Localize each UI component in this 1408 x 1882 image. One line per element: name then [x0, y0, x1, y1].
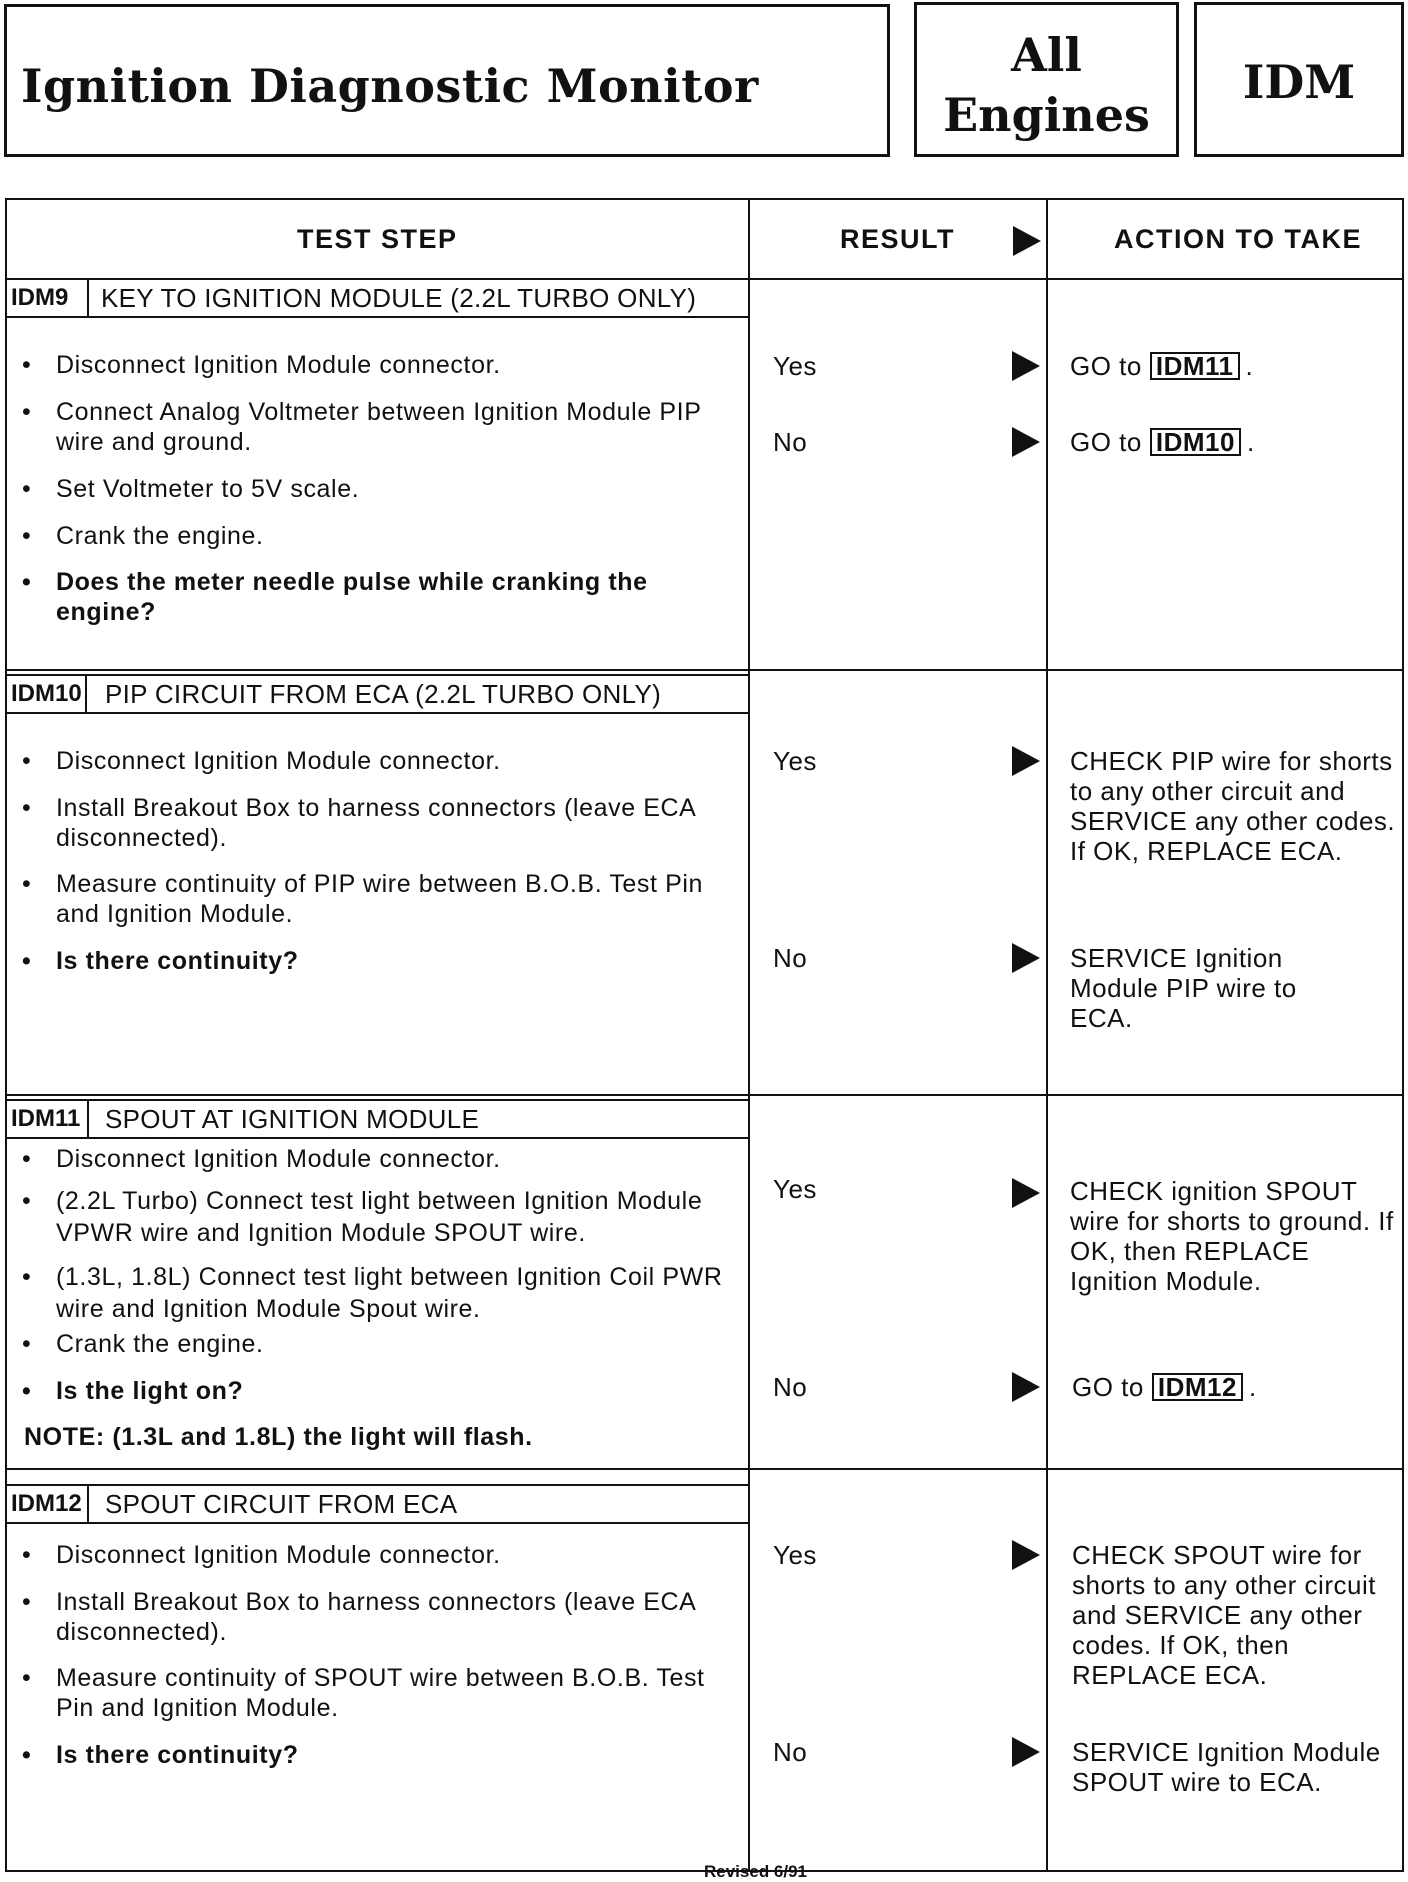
result-yes: Yes [773, 746, 817, 776]
step-title: SPOUT CIRCUIT FROM ECA [105, 1489, 458, 1519]
step-id: IDM9 [5, 280, 89, 316]
col-header-result: RESULT [840, 224, 955, 254]
step-header [5, 1099, 748, 1139]
column-divider [1046, 200, 1048, 1870]
step-ref: IDM10 [1150, 428, 1241, 456]
step-header [5, 278, 748, 318]
result-yes: Yes [773, 351, 817, 381]
action-text: GO to IDM12 . [1072, 1372, 1257, 1402]
step-header [5, 1484, 748, 1524]
code-box [1194, 2, 1404, 157]
step-header [5, 674, 748, 714]
arrow-icon [1012, 1372, 1040, 1402]
row-divider [7, 1094, 1402, 1096]
step-id: IDM10 [5, 676, 87, 712]
action-text: CHECK SPOUT wire for shorts to any other circuit and SERVICE any other codes. If OK, then REPLACE ECA. [1072, 1540, 1376, 1690]
arrow-icon [1012, 1540, 1040, 1570]
action-text: SERVICE Ignition Module PIP wire to ECA. [1070, 943, 1297, 1033]
title-box [4, 4, 890, 157]
arrow-icon [1012, 351, 1040, 381]
step-ref: IDM12 [1152, 1373, 1243, 1401]
result-no: No [773, 1372, 808, 1402]
revision-footer: Revised 6/91 [704, 1862, 808, 1881]
row-divider [7, 1468, 1402, 1470]
engines-label: All Engines [943, 28, 1150, 142]
action-text: GO to IDM10 . [1070, 427, 1255, 457]
col-header-test-step: TEST STEP [297, 224, 458, 254]
row-divider [7, 669, 1402, 671]
arrow-icon [1012, 1737, 1040, 1767]
result-yes: Yes [773, 1540, 817, 1570]
action-text: CHECK PIP wire for shorts to any other circuit and SERVICE any other codes. If OK, REPLACE ECA. [1070, 746, 1396, 866]
arrow-icon [1012, 943, 1040, 973]
step-title: SPOUT AT IGNITION MODULE [105, 1104, 480, 1134]
action-text: CHECK ignition SPOUT wire for shorts to ground. If OK, then REPLACE Ignition Module. [1070, 1176, 1394, 1296]
section-code: IDM [1242, 55, 1356, 109]
column-divider [748, 200, 750, 1870]
step-ref: IDM11 [1150, 352, 1240, 380]
result-yes: Yes [773, 1174, 817, 1204]
note-text: NOTE: (1.3L and 1.8L) the light will flash. [24, 1423, 533, 1451]
step-id: IDM11 [5, 1101, 89, 1137]
result-no: No [773, 943, 808, 973]
action-text: SERVICE Ignition Module SPOUT wire to ECA. [1072, 1737, 1381, 1797]
arrow-icon [1012, 1178, 1040, 1208]
arrow-icon [1012, 746, 1040, 776]
step-title: KEY TO IGNITION MODULE (2.2L TURBO ONLY) [101, 283, 697, 313]
engines-box [914, 2, 1179, 157]
result-no: No [773, 427, 808, 457]
arrow-icon [1012, 427, 1040, 457]
arrow-icon [1013, 226, 1041, 256]
col-header-action: ACTION TO TAKE [1114, 224, 1362, 254]
action-text: GO to IDM11 . [1070, 351, 1254, 381]
step-title: PIP CIRCUIT FROM ECA (2.2L TURBO ONLY) [105, 679, 662, 709]
step-id: IDM12 [5, 1486, 89, 1522]
result-no: No [773, 1737, 808, 1767]
page-title: Ignition Diagnostic Monitor [21, 59, 759, 113]
